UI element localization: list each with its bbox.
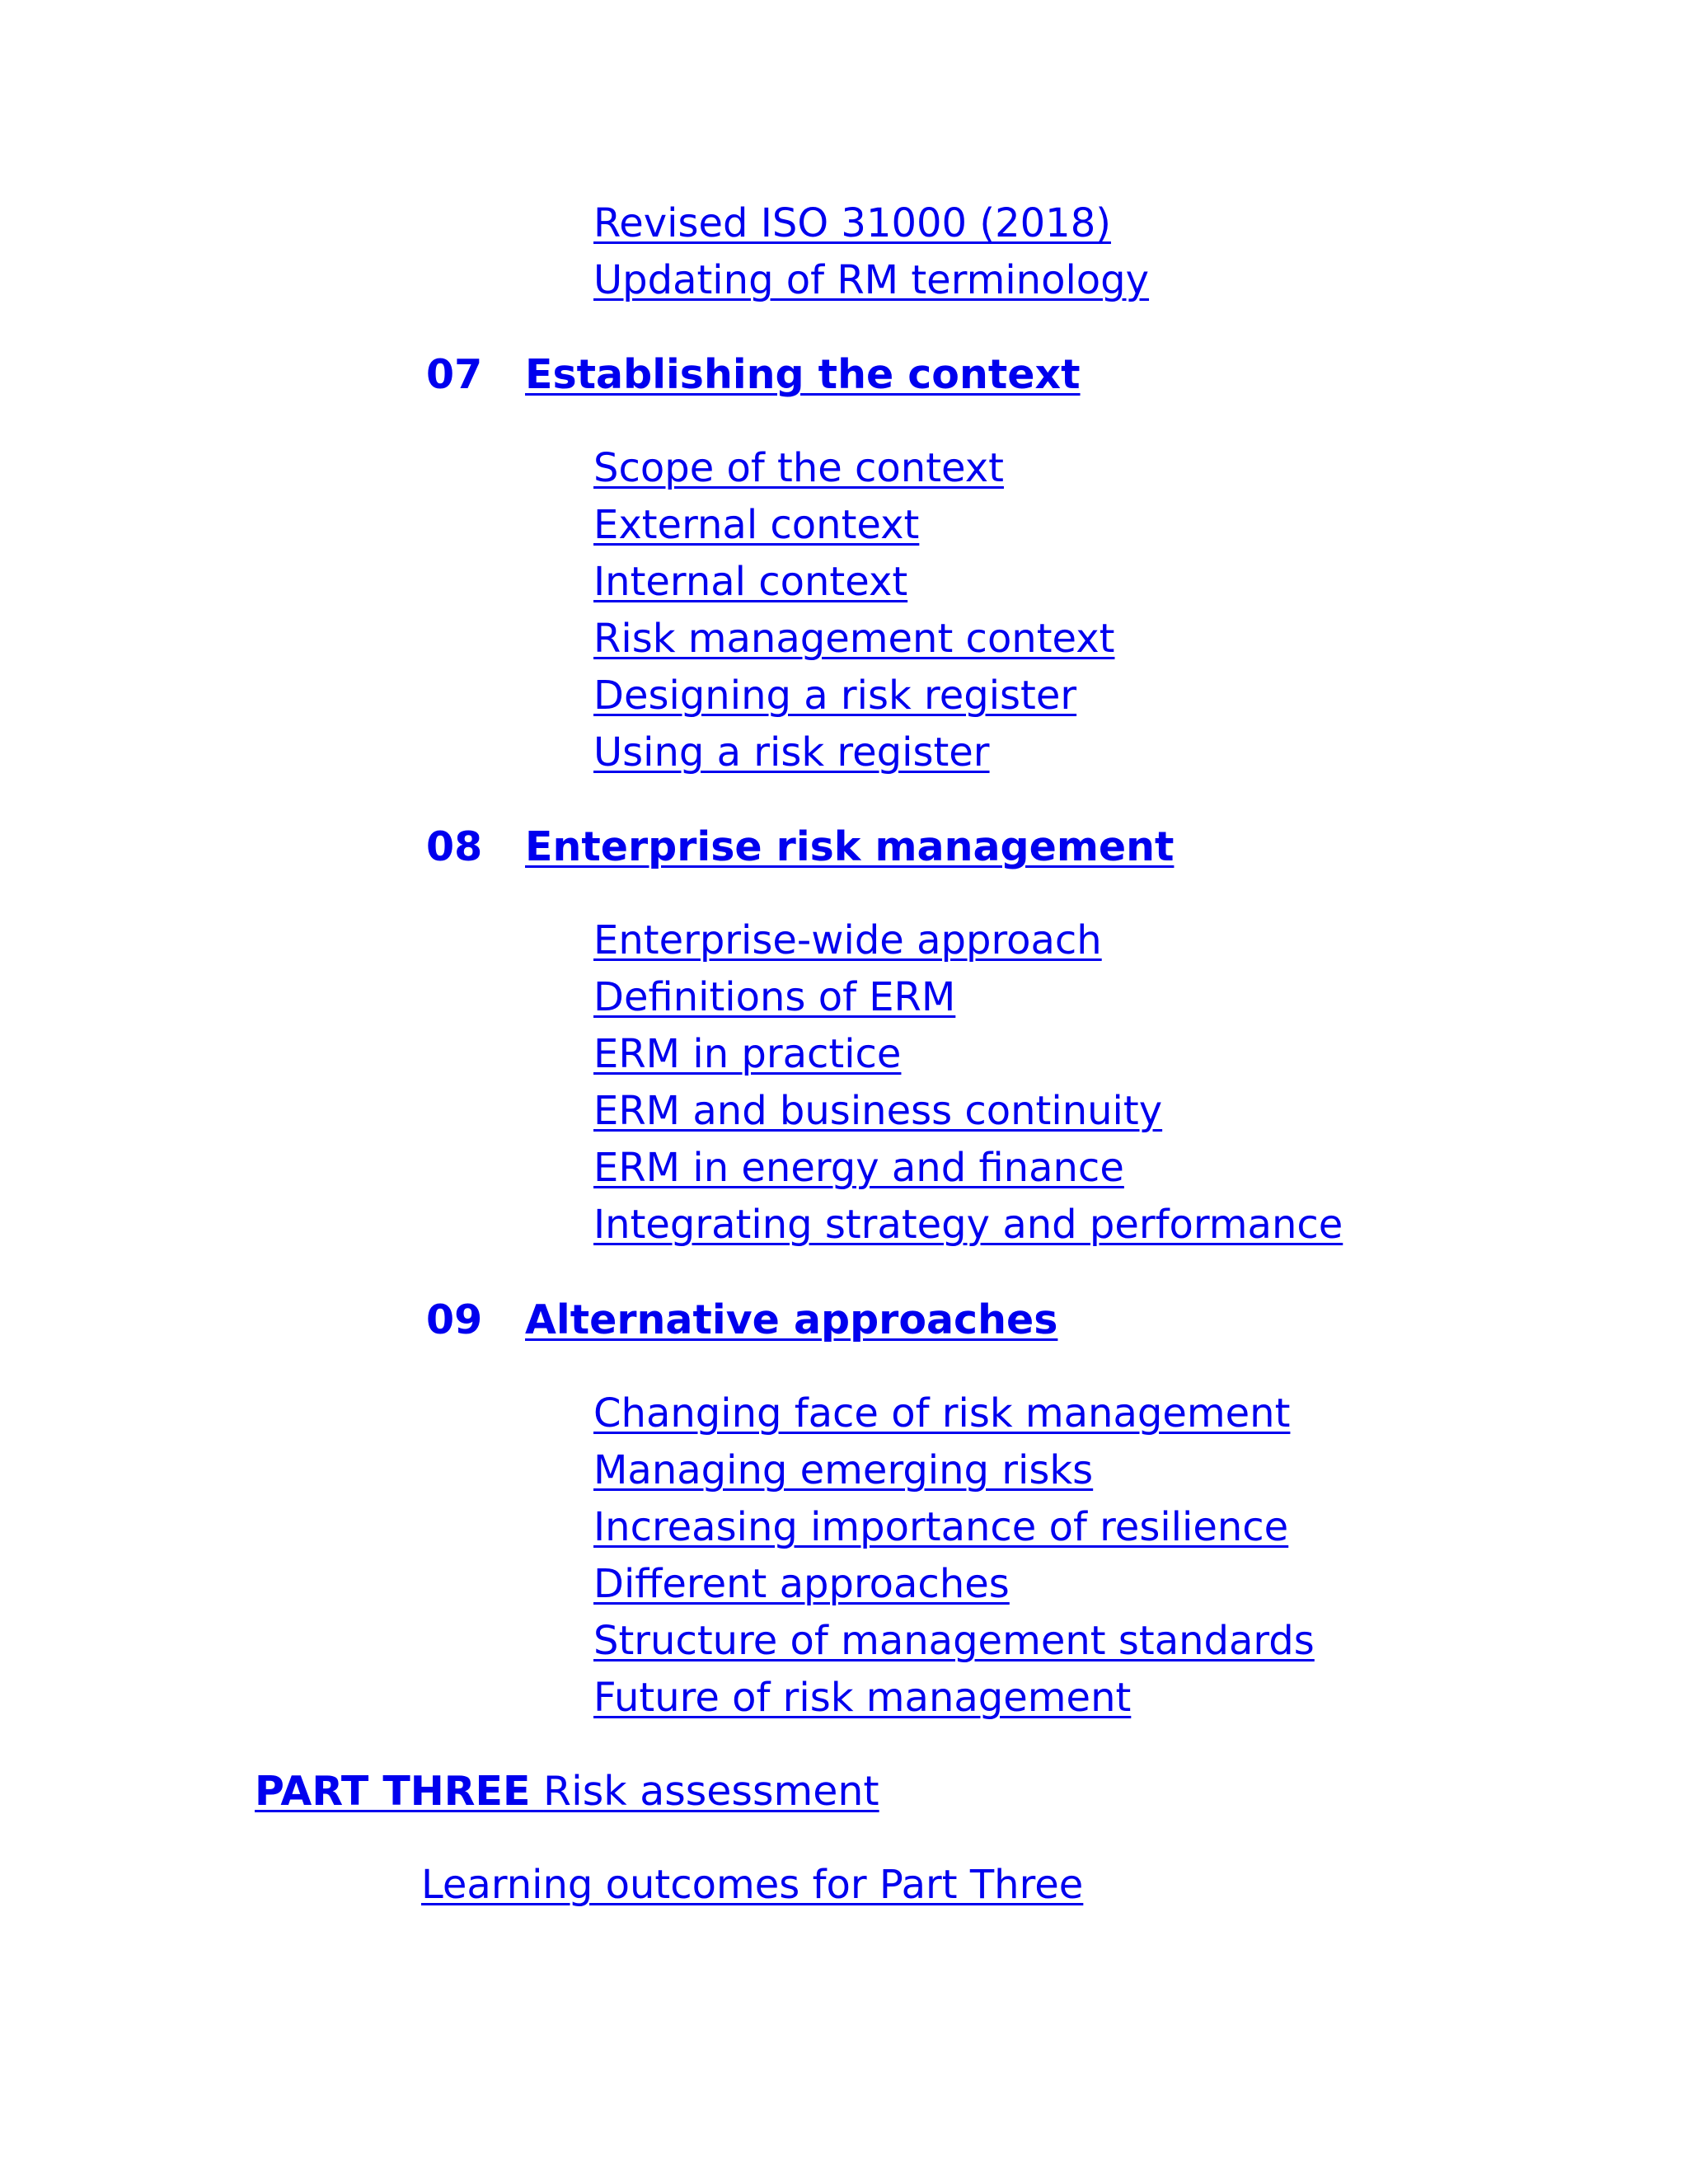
toc-link-different-approaches[interactable]: Different approaches [593, 1561, 1010, 1607]
toc-link-definitions-of-erm[interactable]: Definitions of ERM [593, 974, 956, 1020]
toc-link-internal-context[interactable]: Internal context [593, 559, 908, 605]
toc-link-managing-emerging-risks[interactable]: Managing emerging risks [593, 1447, 1094, 1493]
toc-link-importance-of-resilience[interactable]: Increasing importance of resilience [593, 1504, 1289, 1550]
toc-link-using-risk-register[interactable]: Using a risk register [593, 729, 990, 776]
chapter-title: Enterprise risk management [525, 823, 1175, 870]
toc-link-integrating-strategy-performance[interactable]: Integrating strategy and performance [593, 1202, 1343, 1248]
toc-link-erm-business-continuity[interactable]: ERM and business continuity [593, 1088, 1163, 1134]
toc-link-erm-in-practice[interactable]: ERM in practice [593, 1031, 902, 1077]
toc-link-revised-iso-31000[interactable]: Revised ISO 31000 (2018) [593, 200, 1111, 246]
chapter-number: 08 [426, 823, 483, 870]
toc-link-learning-outcomes[interactable]: Learning outcomes for Part Three [421, 1862, 1084, 1908]
chapter-title: Establishing the context [525, 351, 1081, 398]
part-title: Risk assessment [543, 1768, 879, 1815]
chapter-title: Alternative approaches [525, 1296, 1058, 1343]
toc-link-erm-energy-finance[interactable]: ERM in energy and finance [593, 1145, 1124, 1191]
chapter-07-link[interactable] [426, 350, 1081, 400]
toc-link-enterprise-wide-approach[interactable]: Enterprise-wide approach [593, 917, 1102, 963]
chapter-number: 07 [426, 351, 483, 398]
chapter-08-link[interactable] [426, 823, 1174, 872]
toc-link-future-of-rm[interactable]: Future of risk management [593, 1675, 1132, 1721]
toc-link-external-context[interactable]: External context [593, 502, 920, 548]
toc-link-scope-of-context[interactable]: Scope of the context [593, 445, 1004, 491]
toc-link-structure-management-standards[interactable]: Structure of management standards [593, 1618, 1315, 1664]
chapter-number: 09 [426, 1296, 483, 1343]
toc-link-designing-risk-register[interactable]: Designing a risk register [593, 673, 1077, 719]
toc-link-risk-management-context[interactable]: Risk management context [593, 616, 1115, 662]
part-three-link[interactable] [255, 1767, 879, 1816]
chapter-09-link[interactable] [426, 1296, 1057, 1345]
toc-link-updating-rm-terminology[interactable]: Updating of RM terminology [593, 257, 1150, 303]
part-label: PART THREE [255, 1768, 531, 1815]
toc-link-changing-face-rm[interactable]: Changing face of risk management [593, 1390, 1291, 1436]
